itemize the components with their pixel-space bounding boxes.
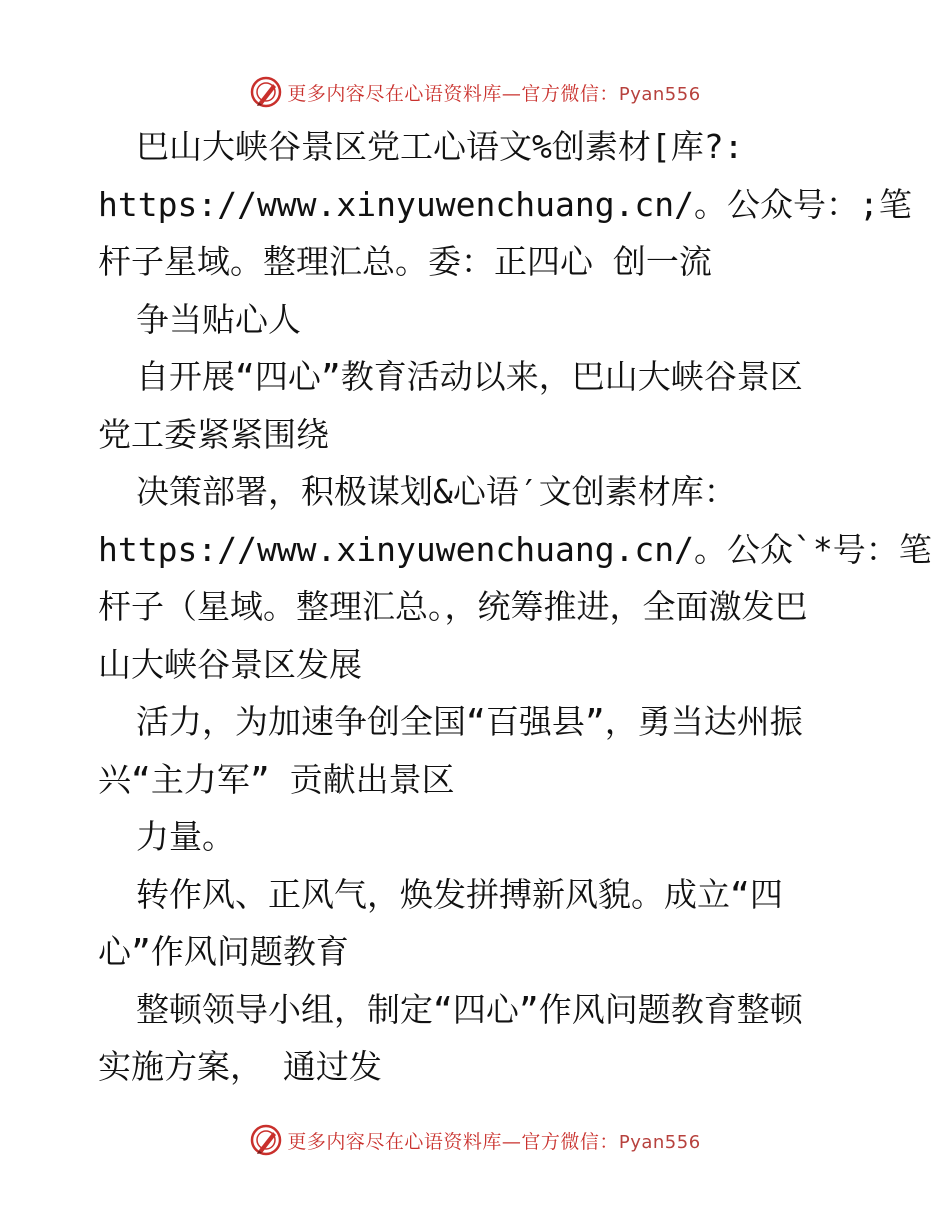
footer-watermark-contact: Pyan556 — [618, 1131, 701, 1153]
body-line: 巴山大峡谷景区党工心语文%创素材[库?: — [136, 127, 744, 166]
body-line: 转作风、正风气，焕发拼搏新风貌。成立“四 — [136, 874, 783, 914]
pen-logo-icon — [249, 75, 283, 109]
footer-watermark — [0, 1120, 950, 1160]
body-line: 整顿领导小组，制定“四心”作风问题教育整顿 — [136, 989, 803, 1029]
document-body — [98, 118, 932, 1096]
body-line: 山大峡谷景区发展 — [98, 644, 362, 684]
body-line: 实施方案， 通过发 — [98, 1047, 382, 1086]
body-line: 心”作风问题教育 — [98, 932, 349, 971]
body-line: 活力，为加速争创全国“百强县”，勇当达州振 — [136, 702, 803, 741]
body-line: 争当贴心人 — [136, 299, 301, 339]
body-line: https://www.xinyuwenchuang.cn/。公众号：;笔 — [98, 184, 912, 224]
header-watermark — [0, 72, 950, 112]
body-line: 杆子星域。整理汇总。委：正四心 创一流 — [98, 242, 712, 281]
footer-watermark-text: 更多内容尽在心语资料库—官方微信： — [287, 1130, 619, 1153]
pen-logo-icon — [249, 1123, 283, 1157]
body-line: 力量。 — [136, 817, 235, 856]
body-line: https://www.xinyuwenchuang.cn/。公众`*号：笔 — [98, 529, 932, 569]
header-watermark-contact: Pyan556 — [618, 83, 701, 105]
body-line: 决策部署，积极谋划&心语′文创素材库： — [136, 472, 737, 511]
body-line: 兴“主力军” 贡献出景区 — [98, 759, 455, 799]
body-line: 自开展“四心”教育活动以来，巴山大峡谷景区 — [136, 357, 803, 396]
body-line: 党工委紧紧围绕 — [98, 414, 329, 454]
header-watermark-text: 更多内容尽在心语资料库—官方微信： — [287, 82, 619, 105]
body-line: 杆子（星域。整理汇总。，统筹推进，全面激发巴 — [98, 587, 808, 626]
